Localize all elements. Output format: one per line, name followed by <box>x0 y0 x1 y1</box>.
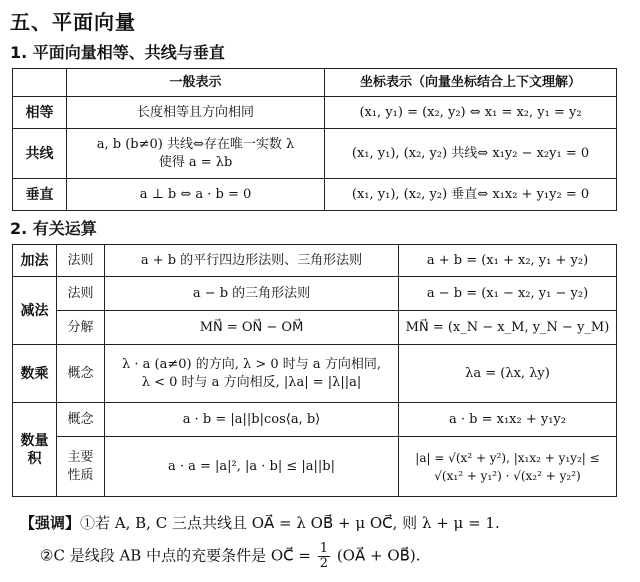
general-cell: a · b = |a||b|cos⟨a, b⟩ <box>105 403 399 437</box>
general-cell: a − b 的三角形法则 <box>105 277 399 311</box>
table-row-addition <box>13 245 617 277</box>
header-cell-general: 一般表示 <box>67 69 325 97</box>
header-cell-coord: 坐标表示（向量坐标结合上下文理解） <box>325 69 617 97</box>
equality-collinear-perpendicular-table <box>12 68 617 211</box>
sub-label: 主要 性质 <box>57 437 105 497</box>
coord-cell: a · b = x₁x₂ + y₁y₂ <box>399 403 617 437</box>
sub-label: 概念 <box>57 345 105 403</box>
coord-cell: (x₁, y₁), (x₂, y₂) 共线⇔ x₁y₂ − x₂y₁ = 0 <box>325 129 617 179</box>
general-cell: a ⊥ b ⇔ a · b = 0 <box>67 179 325 211</box>
coord-cell: a + b = (x₁ + x₂, y₁ + y₂) <box>399 245 617 277</box>
sub-label: 分解 <box>57 311 105 345</box>
table-header-row <box>13 69 617 97</box>
section-1-heading: 1. 平面向量相等、共线与垂直 <box>10 43 225 62</box>
emphasis-label: 【强调】 <box>20 514 81 532</box>
row-label: 加法 <box>13 245 57 277</box>
chapter-title: 五、平面向量 <box>10 10 136 34</box>
table-row-dot-properties <box>13 437 617 497</box>
coord-cell: |a| = √(x² + y²), |x₁x₂ + y₁y₂| ≤ √(x₁² + y₁²) · √(x₂² + y₂²) <box>399 437 617 497</box>
sub-label: 法则 <box>57 277 105 311</box>
table-row-equal <box>13 97 617 129</box>
coord-cell: MN⃗ = (x_N − x_M, y_N − y_M) <box>399 311 617 345</box>
emphasis-text-2-suffix: (OA⃗ + OB⃗). <box>336 546 421 565</box>
coord-cell: a − b = (x₁ − x₂, y₁ − y₂) <box>399 277 617 311</box>
fraction-denominator: 2 <box>319 556 329 571</box>
fraction-numerator: 1 <box>319 541 329 556</box>
sub-label: 法则 <box>57 245 105 277</box>
table-row-subtraction-rule <box>13 277 617 311</box>
general-cell: a · a = |a|², |a · b| ≤ |a||b| <box>105 437 399 497</box>
coord-cell: (x₁, y₁) = (x₂, y₂) ⇔ x₁ = x₂, y₁ = y₂ <box>325 97 617 129</box>
table-row-subtraction-decomp <box>13 311 617 345</box>
emphasis-line-2 <box>40 542 421 571</box>
general-cell: a, b (b≠0) 共线⇔存在唯一实数 λ 使得 a = λb <box>67 129 325 179</box>
section-2-heading: 2. 有关运算 <box>10 219 97 238</box>
general-cell: MN⃗ = ON⃗ − OM⃗ <box>105 311 399 345</box>
sub-label: 概念 <box>57 403 105 437</box>
coord-cell: (x₁, y₁), (x₂, y₂) 垂直⇔ x₁x₂ + y₁y₂ = 0 <box>325 179 617 211</box>
row-label: 共线 <box>13 129 67 179</box>
fraction-one-half <box>318 542 330 571</box>
row-label: 数量 积 <box>13 403 57 497</box>
row-label: 数乘 <box>13 345 57 403</box>
general-cell: a + b 的平行四边形法则、三角形法则 <box>105 245 399 277</box>
table-row-collinear <box>13 129 617 179</box>
emphasis-text-1: ①若 A, B, C 三点共线且 OA⃗ = λ OB⃗ + μ OC⃗, 则 λ + μ = 1. <box>80 514 500 532</box>
emphasis-text-2-prefix: ②C 是线段 AB 中点的充要条件是 OC⃗ = <box>40 546 311 565</box>
operations-table <box>12 244 617 497</box>
row-label: 减法 <box>13 277 57 345</box>
table-row-scalar <box>13 345 617 403</box>
row-label: 相等 <box>13 97 67 129</box>
table-row-dot-concept <box>13 403 617 437</box>
header-cell-empty <box>13 69 67 97</box>
table-row-perpendicular <box>13 179 617 211</box>
row-label: 垂直 <box>13 179 67 211</box>
general-cell: λ · a (a≠0) 的方向, λ > 0 时与 a 方向相同, λ < 0 时与 a 方向相反, |λa| = |λ||a| <box>105 345 399 403</box>
coord-cell: λa = (λx, λy) <box>399 345 617 403</box>
emphasis-line-1 <box>20 512 500 533</box>
general-cell: 长度相等且方向相同 <box>67 97 325 129</box>
